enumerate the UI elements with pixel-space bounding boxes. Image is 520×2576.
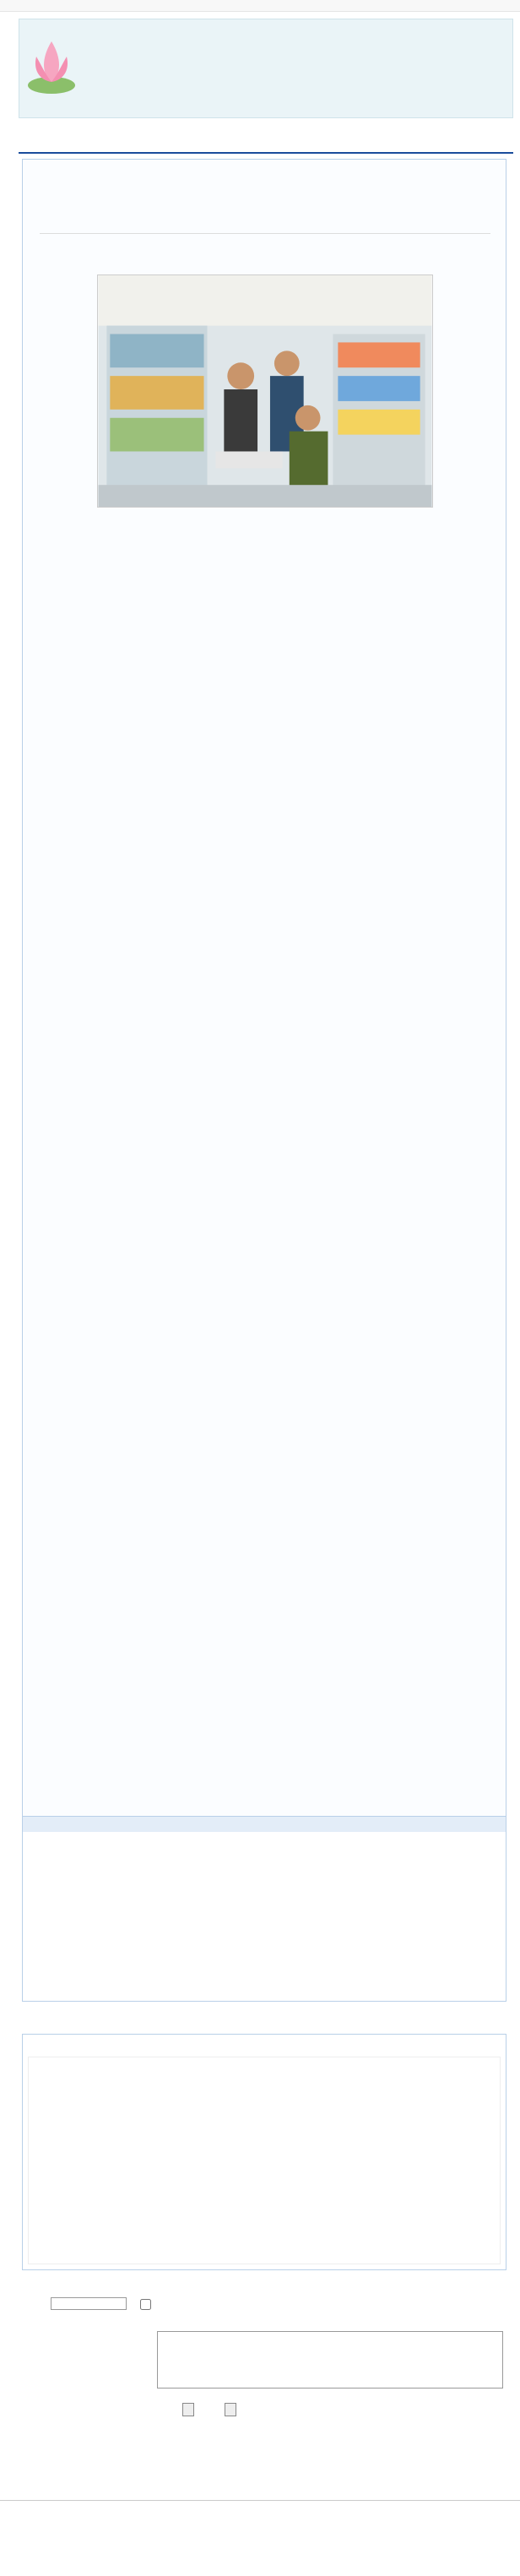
comment-textarea[interactable] [157,2331,503,2389]
top-navigation-bar [0,0,520,12]
username-input[interactable] [51,2297,127,2310]
comment-form-header [22,2297,506,2312]
search-widget [22,2034,506,2270]
related-news-box [22,1816,506,2002]
related-news-title [23,1817,506,1832]
channel-header [19,128,513,154]
search-widget-area[interactable] [28,2057,501,2264]
advertisement-banner[interactable] [19,19,513,118]
footer-links[interactable] [0,2509,520,2523]
anonymous-checkbox[interactable] [140,2299,151,2310]
reset-comment-button[interactable] [225,2403,236,2416]
article-container [22,159,506,1840]
footer-report-email[interactable] [0,2550,520,2563]
footer-report-phone [0,2536,520,2550]
footer-copyright [0,2523,520,2536]
article-meta [40,219,490,234]
page-footer [0,2500,520,2563]
lotus-icon [24,33,79,109]
comment-form [22,2297,506,2445]
article-photo [97,274,433,508]
submit-comment-button[interactable] [182,2403,194,2416]
